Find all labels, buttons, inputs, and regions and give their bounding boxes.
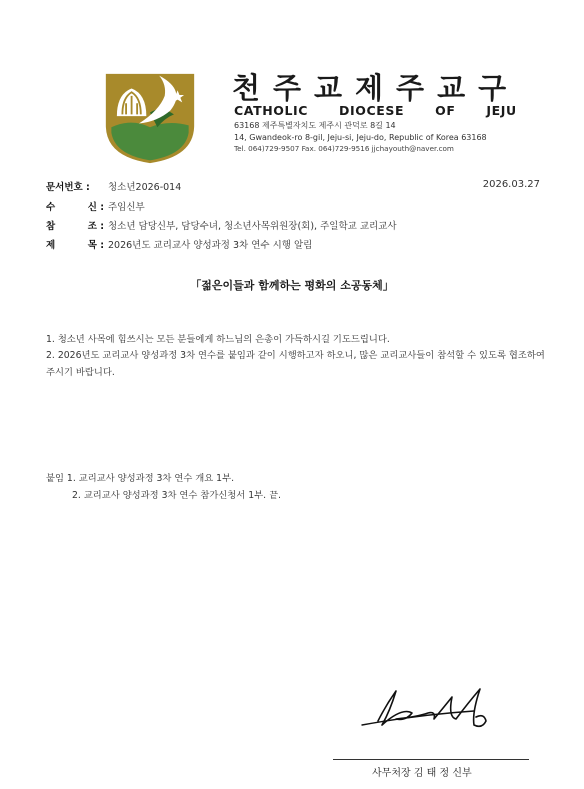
diocese-title-english: CATHOLIC DIOCESE OF JEJU — [234, 103, 517, 118]
address-korean: 63168 제주특별자치도 제주시 관덕로 8길 14 — [234, 121, 396, 130]
handwritten-signature — [356, 677, 496, 737]
recipient-label: 수 신 : — [46, 202, 104, 213]
document-title: 2026년도 교리교사 양성과정 3차 연수 시행 알림 — [108, 240, 313, 251]
reference: 청소년 담당신부, 담당수녀, 청소년사목위원장(회), 주일학교 교리교사 — [108, 221, 397, 232]
reference-label: 참 조 : — [46, 221, 104, 232]
reference-row — [46, 218, 397, 232]
title-label: 제 목 : — [46, 240, 104, 251]
document-number-row — [46, 179, 181, 193]
signature-line — [333, 759, 529, 760]
diocese-logo — [104, 72, 196, 164]
document-date: 2026.03.27 — [482, 179, 540, 190]
recipient: 주임신부 — [108, 202, 145, 213]
attachment-1: 붙임 1. 교리교사 양성과정 3차 연수 개요 1부. — [46, 473, 235, 484]
title-row — [46, 237, 312, 251]
address-english: 14, Gwandeok-ro 8-gil, Jeju-si, Jeju-do, Republic of Korea 63168 — [234, 133, 487, 142]
recipient-row — [46, 199, 145, 213]
diocese-title-korean: 천주교제주교구 — [232, 71, 520, 105]
attachment-2: 2. 교리교사 양성과정 3차 연수 참가신청서 1부. 끝. — [72, 490, 281, 501]
body-paragraph-1: 1. 청소년 사목에 힘쓰시는 모든 분들에게 하느님의 은총이 가득하시길 기도드립니다. — [46, 334, 390, 345]
document-number: 청소년2026-014 — [108, 182, 182, 193]
document-number-label: 문서번호 : — [46, 182, 90, 193]
signer-name: 사무처장 김 태 정 신부 — [372, 768, 472, 779]
body-paragraph-2: 2. 2026년도 교리교사 양성과정 3차 연수를 붙임과 같이 시행하고자 하오니, 많은 교리교사들이 참석할 수 있도록 협조하여 주시기 바랍니다. — [46, 350, 545, 378]
subject-heading: 「젊은이들과 함께하는 평화의 소공동체」 — [190, 279, 394, 292]
contact-info: Tel. 064)729-9507 Fax. 064)729-9516 jjchayouth@naver.com — [234, 144, 454, 153]
